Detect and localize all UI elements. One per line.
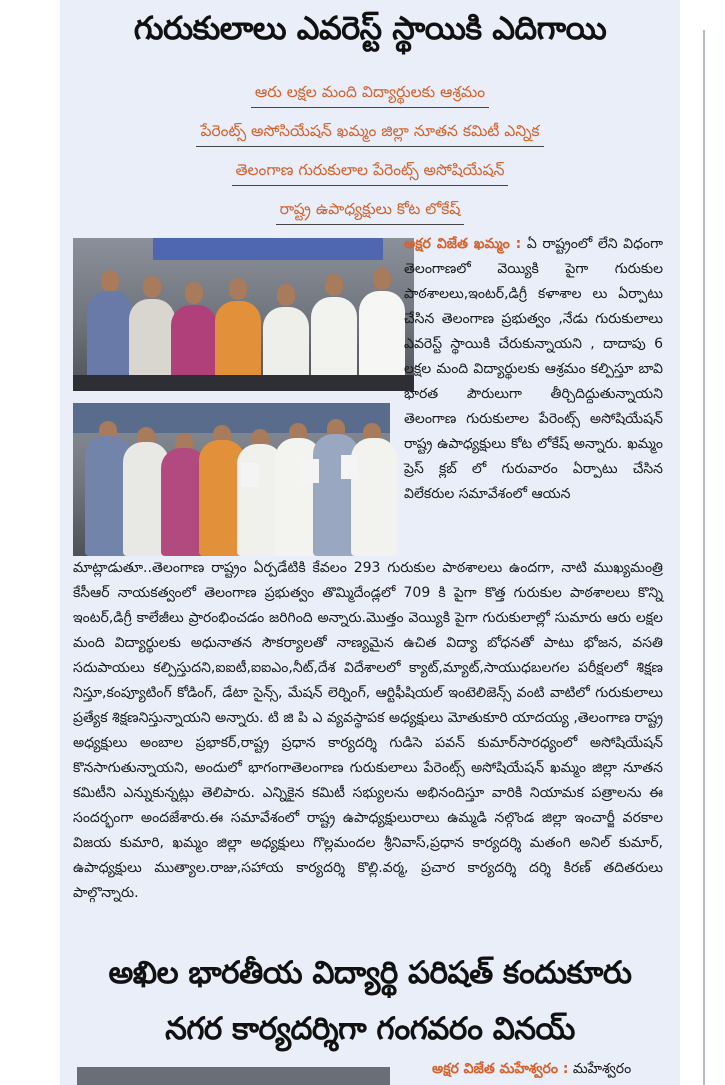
table (73, 375, 414, 391)
person-head (143, 276, 161, 298)
subheadline-2: పేరెంట్స్ అసోసియేషన్ ఖమ్మం జిల్లా నూతన కమిటీ ఎన్నిక (60, 119, 680, 147)
person-head (229, 278, 247, 300)
subheadline-1: ఆరు లక్షల మంది విద్యార్థులకు ఆశ్రమం (60, 80, 680, 108)
article-headline: గురుకులాలు ఎవరెస్ట్ స్థాయికి ఎదిగాయి (133, 9, 607, 47)
article-column-text (404, 232, 663, 557)
person-head (325, 274, 343, 296)
second-article-headline-line2: నగర కార్యదర్శిగా గంగవరం వినయ్ (165, 1011, 575, 1047)
press-meet-photo (73, 238, 414, 391)
second-article-photo (77, 1067, 390, 1085)
second-article-body: మహేశ్వరం (572, 1061, 632, 1077)
appointment-letter (341, 455, 359, 479)
appointment-letter (241, 463, 259, 487)
second-article-headline-line1: అఖిల భారతీయ విద్యార్థి పరిషత్ కందుకూరు (108, 955, 632, 991)
person-head (373, 268, 391, 290)
person-head (101, 270, 119, 292)
person-head (277, 284, 295, 306)
person-head (185, 282, 203, 304)
subheadline-4: రాష్ట్ర ఉపాధ్యక్షులు కోట లోకేష్ (60, 197, 680, 225)
article-byline: అక్షర విజేత ఖమ్మం : (404, 236, 522, 252)
column-body: ఏ రాష్ట్రంలో లేని విధంగా తెలంగాణలో వెయ్యికి పైగా గురుకుల పాఠశాలలు,ఇంటర్,డిగ్రీ కళాశాల లు ఏర్పాటు చేసిన తెలంగాణ ప్రభుత్వం ,నేడు గురుకులాలు ఎవరెస్ట్ స్థాయికి చేరుకున్నాయని , దాదాపు 6 లక్షల మంది విద్యార్థులకు ఆశ్రమం కల్పిస్తూ బావి భారత పౌరులుగా తీర్చిదిద్దుతున్నాయని తెలంగాణ గురుకులాల పేరెంట్స్ అసోషియేషన్ రాష్ట్ర ఉపాధ్యక్షులు కోట లోకేష్ అన్నారు. ఖమ్మం ప్రెస్ క్లబ్ లో గురువారం ఏర్పాటు చేసిన విలేకరుల సమావేశంలో ఆయన (404, 236, 663, 502)
appointment-letters-photo (73, 403, 390, 556)
appointment-letter (301, 459, 319, 483)
article-body-text: మాట్లాడుతూ..తెలంగాణ రాష్ట్రం ఏర్పడేటికి కేవలం 293 గురుకుల పాఠశాలలు ఉందగా, నాటి ముఖ్యమంత్రి కేసీఆర్ నాయకత్వంలో తెలంగాణ ప్రభుత్వం తొమ్మిదేండ్లలో 709 కి పైగా కొత్త గురుకుల పాఠశాలలు కొన్ని ఇంటర్,డిగ్రీ కాలేజీలు ప్రారంభించడం జరిగింది అన్నారు.మొత్తం వెయ్యికి పైగా గురుకులాల్లో సుమారు ఆరు లక్షల మంది విద్యార్థులకు అధునాతన సౌకర్యాలతో నాణ్యమైన ఉచిత విద్యా బోధనతో పాటు భోజన, వసతి సదుపాయలు కల్పిస్తుదని,ఐఐటీ,ఐఐఎం,నీట్,దేశ విదేశాలలో క్యాట్,మ్యాట్,సాయుధబలగల పరీక్షలలో శిక్షణ నిస్తూ,కంప్యూటింగ్ కోడింగ్, డేటా సైన్స్, మేషన్ లెర్నింగ్, ఆర్టిఫీషియల్ ఇంటెలిజెన్స్ వంటి వాటిలో గురుకులాలు ప్రత్యేక శిక్షణనిస్తున్నాయని అన్నారు. టి జి పి ఎ వ్యవస్థాపక అధ్యక్షులు మోతుకూరి యాదయ్య ,తెలంగాణ రాష్ట్ర అధ్యక్షులు అంబాల ప్రభాకర్,రాష్ట్ర ప్రధాన కార్యదర్శి గుడిసె పవన్ కుమార్‌సారధ్యంలో అసోషియేషన్ కొనసాగుతున్నాయని, అందులో భాగంగాతెలంగాణ గురుకులాలు పేరెంట్స్ అసోషియేషన్ ఖమ్మం జిల్లా నూతన కమిటీని ఎన్నుకున్నట్లు తెలిపారు. ఎన్నికైన కమిటీ సభ్యులను అభినందిస్తూ వారికి నియామక పత్రాలను ఈ సందర్భంగా అందజేశారు.ఈ సమావేశంలో రాష్ట్ర ఉపాధ్యక్షులురాలు ఉమ్మడి నల్గొండ జిల్లా ఇంచార్జీ వరకాల విజయ కుమారి, ఖమ్మం జిల్లా అధ్యక్షులు గొల్లమందల శ్రీనివాస్,ప్రధాన కార్యదర్శి మతంగి అనిల్ కుమార్, ఉపాధ్యక్షులు ముత్యాల.రాజు,సహాయ కార్యదర్శి కొల్లి.వర్మ, ప్రచార కార్యదర్శి దర్శి కిరణ్ తదితరులు పాల్గొన్నారు. (73, 560, 663, 901)
column-divider (703, 30, 705, 1085)
second-article-text (432, 1057, 664, 1085)
photo-backdrop (153, 238, 383, 260)
second-article-byline: అక్షర విజేత మహేశ్వరం : (432, 1061, 569, 1077)
subheadline-3: తెలంగాణ గురుకులాల పేరెంట్స్ అసోషియేషన్ (60, 158, 680, 186)
